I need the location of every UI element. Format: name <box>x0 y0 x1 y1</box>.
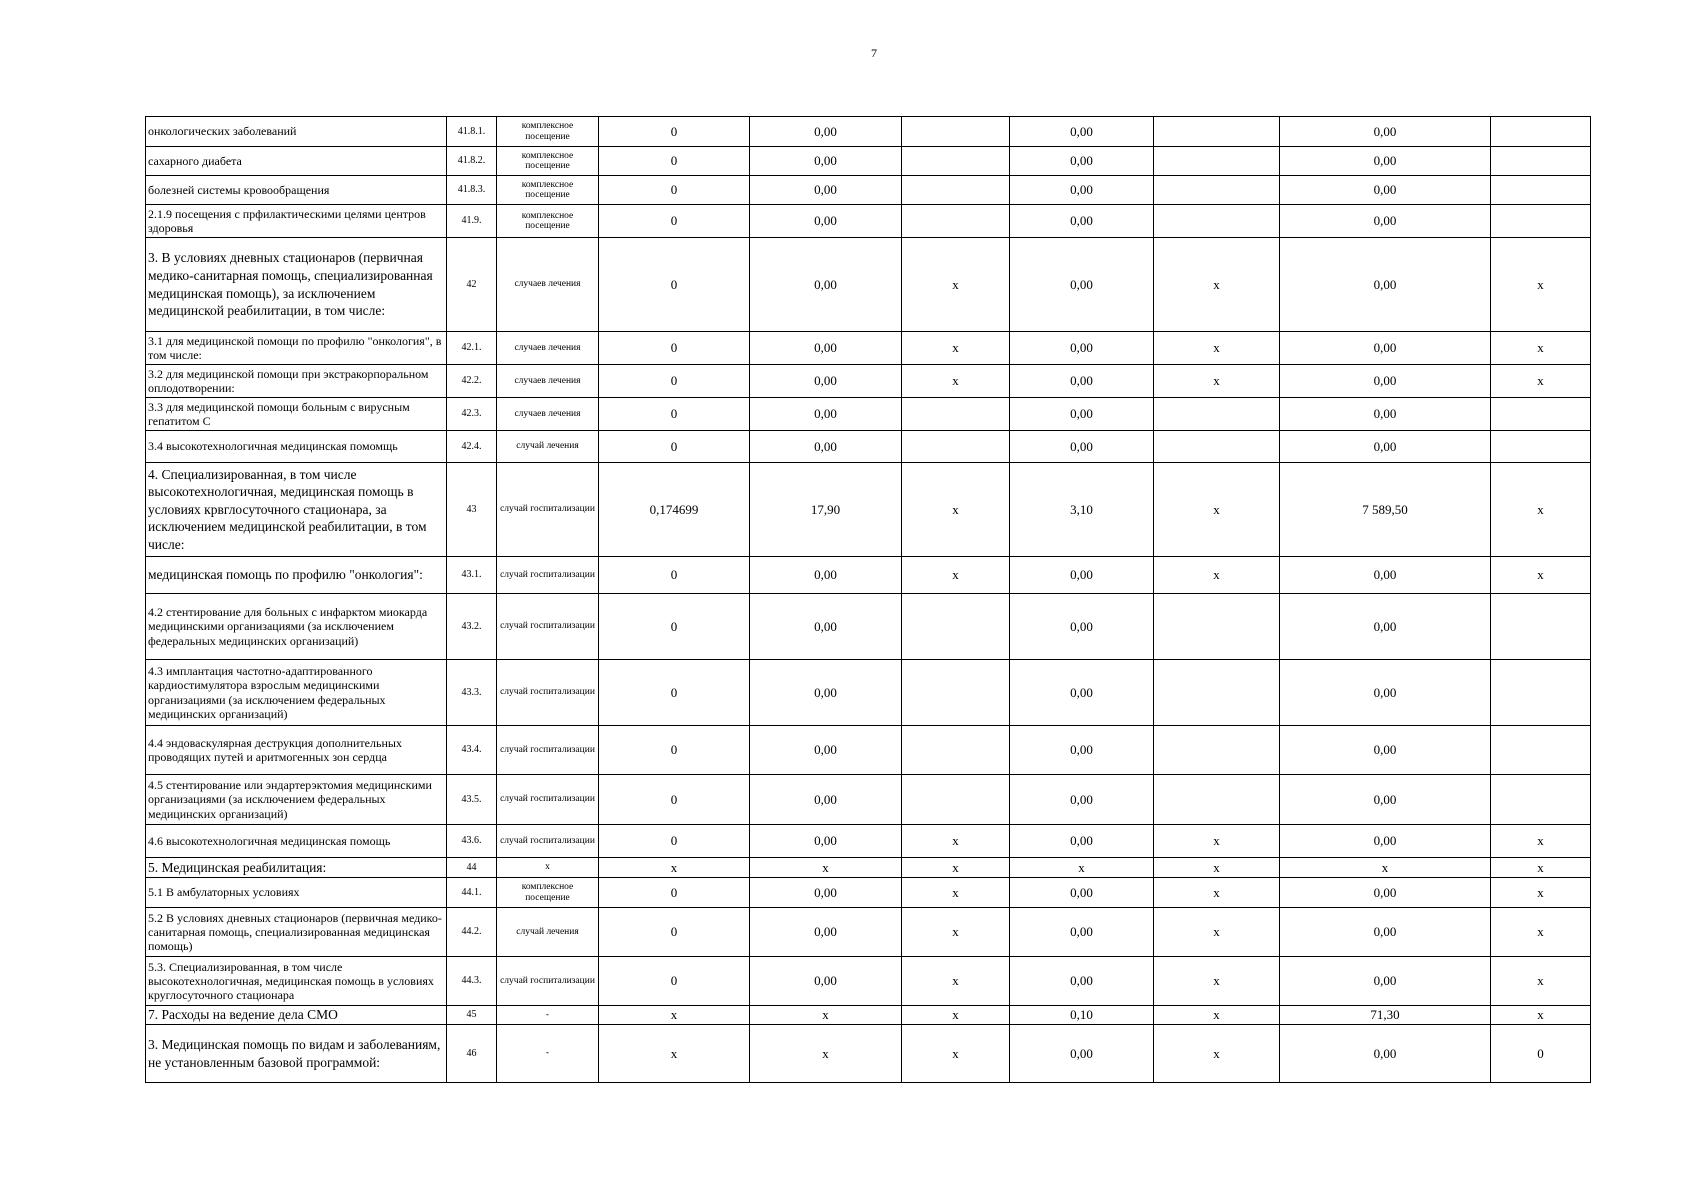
cell-c8 <box>1491 398 1591 431</box>
cell-name: 5. Медицинская реабилитация: <box>146 858 447 878</box>
cell-c2: 0,00 <box>750 398 902 431</box>
cell-c7: 0,00 <box>1280 332 1491 365</box>
cell-c6: х <box>1154 825 1280 858</box>
cell-c5: 0,00 <box>1010 147 1154 176</box>
cell-c1: 0 <box>599 147 750 176</box>
cell-unit: случаев лечения <box>497 365 599 398</box>
cell-c6 <box>1154 775 1280 825</box>
cell-c7: 0,00 <box>1280 660 1491 726</box>
cell-unit: случай госпитализации <box>497 660 599 726</box>
cell-c7: 0,00 <box>1280 398 1491 431</box>
cell-c6: х <box>1154 878 1280 908</box>
page-number: 7 <box>871 46 877 60</box>
data-table <box>145 116 1591 1083</box>
cell-unit: случай госпитализации <box>497 463 599 557</box>
cell-c6 <box>1154 176 1280 205</box>
cell-unit: х <box>497 858 599 878</box>
cell-name: 5.1 В амбулаторных условиях <box>146 878 447 908</box>
table-row <box>146 594 1591 660</box>
cell-c8: х <box>1491 957 1591 1006</box>
cell-c7: 0,00 <box>1280 365 1491 398</box>
cell-c3: х <box>902 1006 1010 1025</box>
cell-c6 <box>1154 117 1280 147</box>
cell-c2: 0,00 <box>750 176 902 205</box>
cell-c3 <box>902 147 1010 176</box>
cell-c3: х <box>902 463 1010 557</box>
cell-unit: случаев лечения <box>497 238 599 332</box>
cell-c7: 0,00 <box>1280 557 1491 594</box>
cell-c8: х <box>1491 238 1591 332</box>
cell-unit: случай госпитализации <box>497 957 599 1006</box>
cell-c5: 0,00 <box>1010 908 1154 957</box>
cell-code: 46 <box>447 1025 497 1083</box>
table-row <box>146 332 1591 365</box>
cell-name: 3.2 для медицинской помощи при экстракорпоральном оплодотворении: <box>146 365 447 398</box>
cell-c8 <box>1491 660 1591 726</box>
cell-c2: 17,90 <box>750 463 902 557</box>
cell-c6 <box>1154 660 1280 726</box>
table-row <box>146 365 1591 398</box>
cell-c5: 0,00 <box>1010 398 1154 431</box>
table-row <box>146 463 1591 557</box>
cell-c7: 0,00 <box>1280 775 1491 825</box>
cell-c5: 0,00 <box>1010 176 1154 205</box>
cell-c7: 0,00 <box>1280 205 1491 238</box>
cell-unit: случаев лечения <box>497 398 599 431</box>
cell-code: 41.8.2. <box>447 147 497 176</box>
cell-code: 42.1. <box>447 332 497 365</box>
table-row <box>146 726 1591 775</box>
table-row <box>146 176 1591 205</box>
cell-code: 42.2. <box>447 365 497 398</box>
table-row <box>146 957 1591 1006</box>
cell-name: 3.4 высокотехнологичная медицинская помомщь <box>146 431 447 463</box>
cell-code: 43.1. <box>447 557 497 594</box>
cell-name: 3. В условиях дневных стационаров (первичная медико-санитарная помощь, специализированная медицинская помощь), за исключением медицинской реабилитации, в том числе: <box>146 238 447 332</box>
cell-c6: х <box>1154 1006 1280 1025</box>
cell-c7: 0,00 <box>1280 726 1491 775</box>
cell-c8 <box>1491 147 1591 176</box>
cell-code: 44 <box>447 858 497 878</box>
cell-code: 41.9. <box>447 205 497 238</box>
cell-unit: комплексное посещение <box>497 147 599 176</box>
cell-c5: 0,00 <box>1010 1025 1154 1083</box>
cell-c3 <box>902 398 1010 431</box>
cell-c2: х <box>750 1006 902 1025</box>
cell-c2: 0,00 <box>750 238 902 332</box>
cell-name: 3.3 для медицинской помощи больным с вирусным гепатитом С <box>146 398 447 431</box>
cell-c1: 0 <box>599 726 750 775</box>
cell-c3: х <box>902 557 1010 594</box>
cell-c8: х <box>1491 858 1591 878</box>
cell-code: 41.8.3. <box>447 176 497 205</box>
cell-unit: случаев лечения <box>497 332 599 365</box>
cell-name: 5.2 В условиях дневных стационаров (первичная медико-санитарная помощь, специализированная медицинская помощь) <box>146 908 447 957</box>
cell-c1: 0 <box>599 908 750 957</box>
cell-c5: 0,00 <box>1010 117 1154 147</box>
cell-c7: 0,00 <box>1280 176 1491 205</box>
cell-c1: 0 <box>599 557 750 594</box>
table-row <box>146 775 1591 825</box>
cell-c5: 0,00 <box>1010 957 1154 1006</box>
cell-c8 <box>1491 594 1591 660</box>
cell-c1: 0 <box>599 660 750 726</box>
cell-c1: 0 <box>599 431 750 463</box>
cell-c1: 0 <box>599 594 750 660</box>
cell-c5: 0,00 <box>1010 726 1154 775</box>
cell-c8 <box>1491 431 1591 463</box>
cell-name: 4.6 высокотехнологичная медицинская помощь <box>146 825 447 858</box>
cell-c8: 0 <box>1491 1025 1591 1083</box>
cell-unit: комплексное посещение <box>497 117 599 147</box>
cell-c6: х <box>1154 463 1280 557</box>
cell-code: 44.2. <box>447 908 497 957</box>
table-row <box>146 238 1591 332</box>
table-row <box>146 431 1591 463</box>
cell-c6 <box>1154 726 1280 775</box>
cell-c8: х <box>1491 463 1591 557</box>
cell-code: 45 <box>447 1006 497 1025</box>
table-row <box>146 205 1591 238</box>
cell-c8: х <box>1491 878 1591 908</box>
cell-c5: 0,00 <box>1010 332 1154 365</box>
cell-c2: 0,00 <box>750 660 902 726</box>
cell-c7: х <box>1280 858 1491 878</box>
table-row <box>146 878 1591 908</box>
cell-c2: 0,00 <box>750 825 902 858</box>
cell-c3: х <box>902 365 1010 398</box>
cell-c8: х <box>1491 1006 1591 1025</box>
cell-c3 <box>902 726 1010 775</box>
cell-c2: 0,00 <box>750 365 902 398</box>
cell-c3: х <box>902 238 1010 332</box>
cell-c7: 0,00 <box>1280 878 1491 908</box>
cell-c5: 0,00 <box>1010 878 1154 908</box>
cell-unit: случай лечения <box>497 908 599 957</box>
cell-c1: 0 <box>599 365 750 398</box>
cell-c6: х <box>1154 957 1280 1006</box>
cell-c5: 0,10 <box>1010 1006 1154 1025</box>
cell-c1: 0,174699 <box>599 463 750 557</box>
cell-c2: 0,00 <box>750 557 902 594</box>
cell-name: болезней системы кровообращения <box>146 176 447 205</box>
cell-c3: х <box>902 878 1010 908</box>
cell-c6 <box>1154 431 1280 463</box>
cell-code: 43.5. <box>447 775 497 825</box>
cell-c3: х <box>902 957 1010 1006</box>
table-row <box>146 557 1591 594</box>
cell-unit: случай госпитализации <box>497 557 599 594</box>
cell-c3 <box>902 205 1010 238</box>
cell-code: 41.8.1. <box>447 117 497 147</box>
cell-c7: 0,00 <box>1280 238 1491 332</box>
cell-name: 4. Специализированная, в том числе высокотехнологичная, медицинская помощь в условиях крвглосуточного стационара, за исключением медицинской реабилитации, в том числе: <box>146 463 447 557</box>
cell-c6: х <box>1154 908 1280 957</box>
table-row <box>146 825 1591 858</box>
cell-c6: х <box>1154 238 1280 332</box>
table-row <box>146 1006 1591 1025</box>
cell-unit: - <box>497 1006 599 1025</box>
cell-c3: х <box>902 332 1010 365</box>
cell-c3: х <box>902 1025 1010 1083</box>
cell-c6: х <box>1154 1025 1280 1083</box>
cell-name: 4.2 стентирование для больных с инфарктом миокарда медицинскими организациями (за исключением федеральных медицинских организаций) <box>146 594 447 660</box>
cell-c2: 0,00 <box>750 332 902 365</box>
table-row <box>146 858 1591 878</box>
cell-c2: 0,00 <box>750 205 902 238</box>
cell-c5: 0,00 <box>1010 775 1154 825</box>
cell-c3: х <box>902 858 1010 878</box>
cell-code: 43.2. <box>447 594 497 660</box>
cell-c1: 0 <box>599 332 750 365</box>
cell-c1: х <box>599 1006 750 1025</box>
cell-c8: х <box>1491 332 1591 365</box>
cell-c2: х <box>750 1025 902 1083</box>
cell-c6 <box>1154 398 1280 431</box>
table-row <box>146 660 1591 726</box>
cell-c2: 0,00 <box>750 726 902 775</box>
cell-unit: случай госпитализации <box>497 726 599 775</box>
cell-c8 <box>1491 117 1591 147</box>
table-row <box>146 908 1591 957</box>
cell-c5: 0,00 <box>1010 825 1154 858</box>
cell-unit: комплексное посещение <box>497 176 599 205</box>
cell-c6: х <box>1154 557 1280 594</box>
cell-c1: 0 <box>599 775 750 825</box>
cell-c1: х <box>599 1025 750 1083</box>
cell-c8: х <box>1491 365 1591 398</box>
cell-c7: 0,00 <box>1280 908 1491 957</box>
cell-c7: 7 589,50 <box>1280 463 1491 557</box>
cell-c2: 0,00 <box>750 594 902 660</box>
cell-c1: 0 <box>599 878 750 908</box>
cell-c1: 0 <box>599 398 750 431</box>
cell-name: 2.1.9 посещения с прфилактическими целями центров здоровья <box>146 205 447 238</box>
cell-c5: 0,00 <box>1010 365 1154 398</box>
cell-c6 <box>1154 147 1280 176</box>
cell-code: 42 <box>447 238 497 332</box>
table-row <box>146 1025 1591 1083</box>
cell-unit: - <box>497 1025 599 1083</box>
cell-c6: х <box>1154 858 1280 878</box>
cell-c7: 0,00 <box>1280 957 1491 1006</box>
cell-name: 3. Медицинская помощь по видам и заболеваниям, не установленным базовой программой: <box>146 1025 447 1083</box>
cell-c5: 0,00 <box>1010 431 1154 463</box>
cell-c8 <box>1491 205 1591 238</box>
cell-c2: 0,00 <box>750 878 902 908</box>
table-row <box>146 398 1591 431</box>
cell-c3 <box>902 176 1010 205</box>
cell-c8: х <box>1491 825 1591 858</box>
cell-c2: 0,00 <box>750 117 902 147</box>
table-row <box>146 147 1591 176</box>
cell-c5: 0,00 <box>1010 205 1154 238</box>
cell-c7: 0,00 <box>1280 431 1491 463</box>
cell-c2: 0,00 <box>750 147 902 176</box>
cell-c1: 0 <box>599 957 750 1006</box>
cell-name: 4.5 стентирование или эндартерэктомия медицинскими организациями (за исключением федеральных медицинских организаций) <box>146 775 447 825</box>
cell-c1: 0 <box>599 205 750 238</box>
cell-c2: х <box>750 858 902 878</box>
cell-c3 <box>902 117 1010 147</box>
cell-name: 5.3. Специализированная, в том числе высокотехнологичная, медицинская помощь в условиях круглосуточного стационара <box>146 957 447 1006</box>
cell-name: 3.1 для медицинской помощи по профилю "онкология", в том числе: <box>146 332 447 365</box>
cell-c5: 0,00 <box>1010 238 1154 332</box>
cell-unit: комплексное посещение <box>497 205 599 238</box>
cell-unit: комплексное посещение <box>497 878 599 908</box>
cell-c7: 0,00 <box>1280 825 1491 858</box>
cell-c3: х <box>902 825 1010 858</box>
cell-c1: 0 <box>599 238 750 332</box>
cell-c5: 3,10 <box>1010 463 1154 557</box>
cell-c8: х <box>1491 908 1591 957</box>
cell-c1: х <box>599 858 750 878</box>
cell-name: 4.3 имплантация частотно-адаптированного кардиостимулятора взрослым медицинскими организациями (за исключением федеральных медицинских организаций) <box>146 660 447 726</box>
cell-c3 <box>902 660 1010 726</box>
cell-name: медицинская помощь по профилю "онкология": <box>146 557 447 594</box>
cell-code: 44.3. <box>447 957 497 1006</box>
cell-c6: х <box>1154 332 1280 365</box>
cell-c7: 0,00 <box>1280 1025 1491 1083</box>
cell-code: 43.6. <box>447 825 497 858</box>
cell-unit: случай лечения <box>497 431 599 463</box>
cell-code: 43.4. <box>447 726 497 775</box>
cell-c1: 0 <box>599 825 750 858</box>
table-row <box>146 117 1591 147</box>
cell-c5: 0,00 <box>1010 557 1154 594</box>
cell-c8: х <box>1491 557 1591 594</box>
cell-c5: 0,00 <box>1010 660 1154 726</box>
cell-c3 <box>902 775 1010 825</box>
cell-code: 43.3. <box>447 660 497 726</box>
cell-code: 42.4. <box>447 431 497 463</box>
cell-c6 <box>1154 205 1280 238</box>
cell-code: 43 <box>447 463 497 557</box>
cell-c7: 0,00 <box>1280 594 1491 660</box>
cell-c6 <box>1154 594 1280 660</box>
cell-unit: случай госпитализации <box>497 775 599 825</box>
cell-code: 44.1. <box>447 878 497 908</box>
cell-name: сахарного диабета <box>146 147 447 176</box>
cell-c5: х <box>1010 858 1154 878</box>
cell-c2: 0,00 <box>750 775 902 825</box>
cell-c2: 0,00 <box>750 957 902 1006</box>
cell-name: 4.4 эндоваскулярная деструкция дополнительных проводящих путей и аритмогенных зон сердца <box>146 726 447 775</box>
cell-c8 <box>1491 726 1591 775</box>
cell-c7: 0,00 <box>1280 117 1491 147</box>
cell-code: 42.3. <box>447 398 497 431</box>
cell-c2: 0,00 <box>750 431 902 463</box>
cell-name: онкологических заболеваний <box>146 117 447 147</box>
cell-name: 7. Расходы на ведение дела СМО <box>146 1006 447 1025</box>
cell-c3: х <box>902 908 1010 957</box>
cell-c2: 0,00 <box>750 908 902 957</box>
cell-c8 <box>1491 176 1591 205</box>
cell-c8 <box>1491 775 1591 825</box>
cell-c7: 71,30 <box>1280 1006 1491 1025</box>
cell-c1: 0 <box>599 117 750 147</box>
cell-c1: 0 <box>599 176 750 205</box>
cell-c7: 0,00 <box>1280 147 1491 176</box>
cell-c5: 0,00 <box>1010 594 1154 660</box>
cell-c3 <box>902 431 1010 463</box>
cell-c3 <box>902 594 1010 660</box>
cell-c6: х <box>1154 365 1280 398</box>
cell-unit: случай госпитализации <box>497 825 599 858</box>
cell-unit: случай госпитализации <box>497 594 599 660</box>
